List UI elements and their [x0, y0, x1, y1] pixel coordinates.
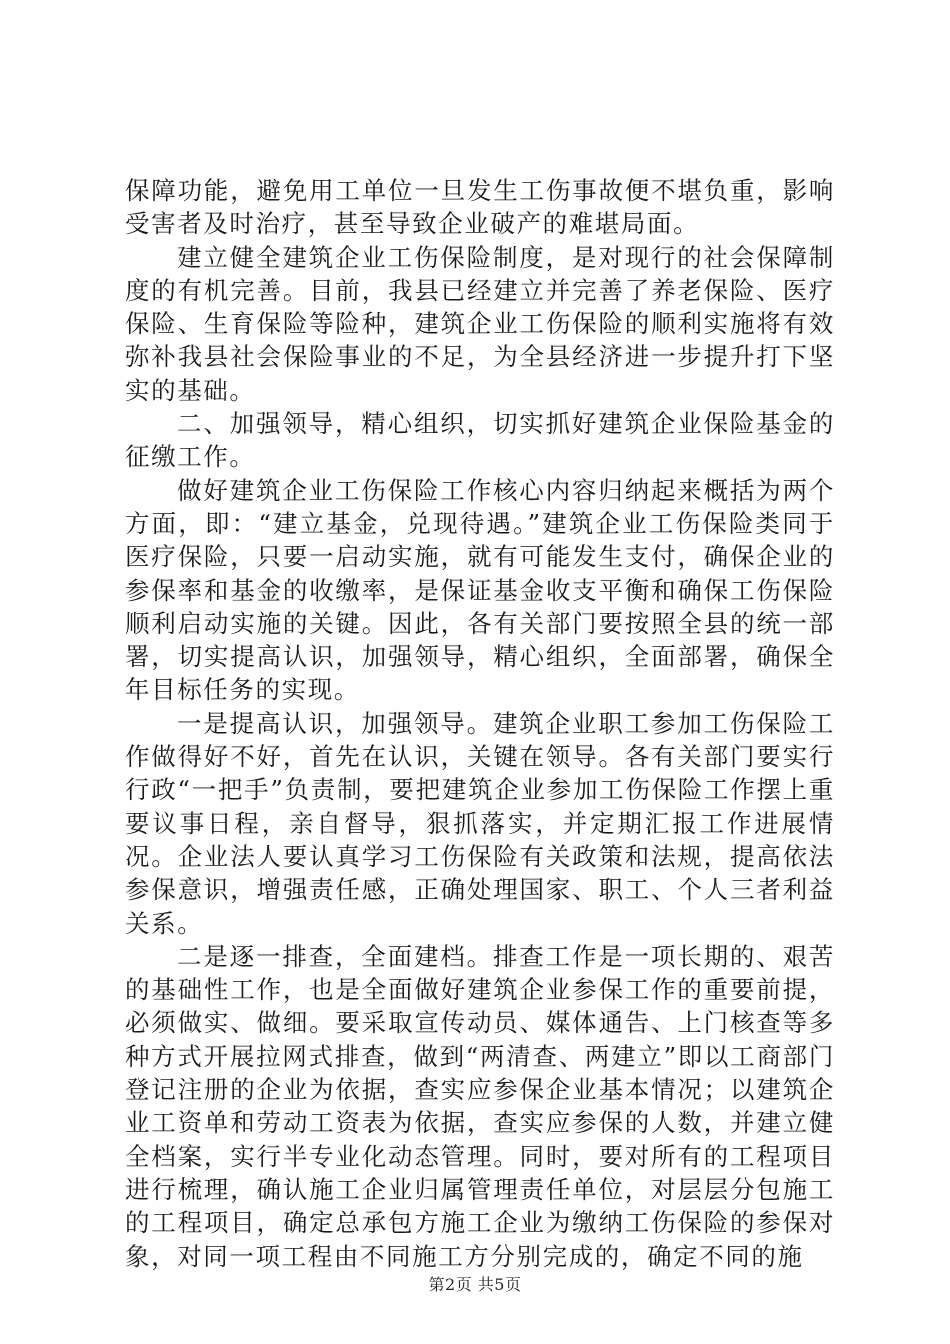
section-heading: 二、加强领导，精心组织，切实抓好建筑企业保险基金的征缴工作。: [125, 409, 835, 472]
paragraph: 建立健全建筑企业工伤保险制度，是对现行的社会保障制度的有机完善。目前，我县已经建立并完善了养老保险、医疗保险、生育保险等险种，建筑企业工伤保险的顺利实施将有效弥补我县社会保险事业的不足，为全县经济进一步提升打下坚实的基础。: [125, 242, 835, 405]
paragraph: 一是提高认识，加强领导。建筑企业职工参加工伤保险工作做得好不好，首先在认识，关键在领导。各有关部门要实行行政“一把手”负责制，要把建筑企业参加工伤保险工作摆上重要议事日程，亲自督导，狠抓落实，并定期汇报工作进展情况。企业法人要认真学习工伤保险有关政策和法规，提高依法参保意识，增强责任感，正确处理国家、职工、个人三者利益关系。: [125, 708, 835, 938]
page-footer: 第2页 共5页: [428, 1275, 522, 1294]
paragraph: 做好建筑企业工伤保险工作核心内容归纳起来概括为两个方面，即：“建立基金，兑现待遇。”建筑企业工伤保险类同于医疗保险，只要一启动实施，就有可能发生支付，确保企业的参保率和基金的收缴率，是保证基金收支平衡和确保工伤保险顺利启动实施的关键。因此，各有关部门要按照全县的统一部署，切实提高认识，加强领导，精心组织，全面部署，确保全年目标任务的实现。: [125, 475, 835, 705]
paragraph-continuation: 保障功能，避免用工单位一旦发生工伤事故便不堪负重，影响受害者及时治疗，甚至导致企业破产的难堪局面。: [125, 176, 835, 239]
body-text: [125, 174, 835, 1273]
paragraph: 二是逐一排查，全面建档。排查工作是一项长期的、艰苦的基础性工作，也是全面做好建筑企业参保工作的重要前提，必须做实、做细。要采取宣传动员、媒体通告、上门核查等多种方式开展拉网式排查，做到“两清查、两建立”即以工商部门登记注册的企业为依据，查实应参保企业基本情况；以建筑企业工资单和劳动工资表为依据，查实应参保的人数，并建立健全档案，实行半专业化动态管理。同时，要对所有的工程项目进行梳理，确认施工企业归属管理责任单位，对层层分包施工的工程项目，确定总承包方施工企业为缴纳工伤保险的参保对象，对同一项工程由不同施工方分别完成的，确定不同的施: [125, 941, 835, 1271]
